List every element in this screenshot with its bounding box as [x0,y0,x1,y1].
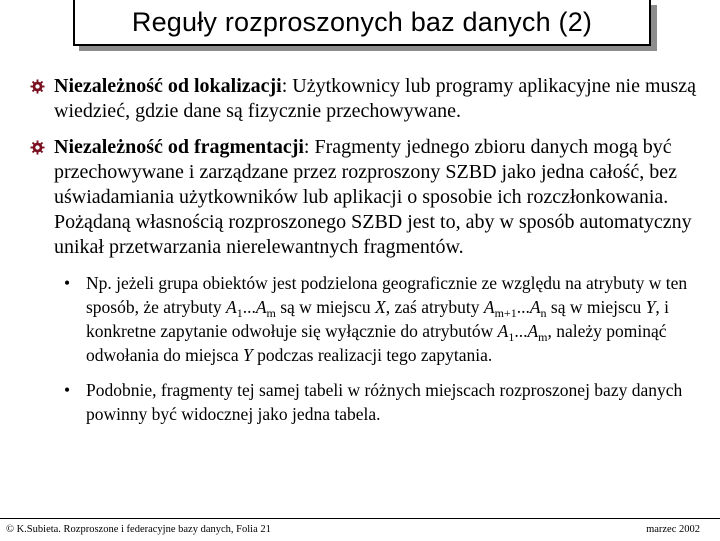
item-text: : Fragmenty jednego zbioru danych mogą być przechowywane i zarządzane przez rozproszony SZBD jako jedna całość, bez uświadamiania użytkowników lub aplikacji o sposobie ich rozczłonkowania. Pożądaną własnością rozproszonego SZBD jest to, aby w sposób automatyczny unikał przetwarzania nierelewantnych fragmentów. [54,136,692,258]
ellipsis: ... [516,297,530,317]
text: podczas realizacji tego zapytania. [252,345,493,365]
title-box [73,0,651,46]
subscript: 1 [236,306,243,320]
gear-icon [30,79,45,94]
place: Y [645,297,656,317]
subscript: n [540,306,547,320]
text: Np. jeżeli grupa obiektów jest podzielona geograficznie ze względu na atrybuty w ten sposób, że atrybuty [86,273,688,317]
subscript: m+1 [494,306,517,320]
attr: A [483,297,495,317]
list-item [30,135,705,260]
place: X [375,297,386,317]
text: , należy pominąć odwołania do miejsca [86,321,667,365]
text: , i konkretne zapytanie odwołuje się wyłącznie do atrybutów [86,297,670,341]
subscript: 1 [508,330,515,344]
text: są w miejscu [275,297,376,317]
attr: A [529,297,541,317]
place: Y [242,345,253,365]
page-title: Reguły rozproszonych baz danych (2) [131,6,593,37]
footer [0,518,720,541]
list-item [30,74,705,124]
ellipsis: ... [242,297,256,317]
attr: A [497,321,509,341]
term: Niezależność od lokalizacji [54,75,282,97]
sub-list-item [64,271,705,367]
footer-date: marzec 2002 [646,524,700,535]
slide-content [30,74,705,437]
sub-list-item [64,378,705,426]
footer-copyright: © K.Subieta. Rozproszone i federacyjne bazy danych, Folia 21 [6,524,271,535]
subscript: m [266,306,276,320]
subscript: m [538,330,548,344]
text: Podobnie, fragmenty tej samej tabeli w różnych miejscach rozproszonej bazy danych powinny być widocznej jako jedna tabela. [86,380,683,424]
term: Niezależność od fragmentacji [54,136,304,158]
text: , zaś atrybuty [385,297,484,317]
bullet-dot: • [64,380,71,400]
text: są w miejscu [546,297,646,317]
item-text: : Użytkownicy lub programy aplikacyjne nie muszą wiedzieć, gdzie dane są fizycznie przechowywane. [54,75,697,122]
gear-icon [30,140,45,155]
attr: A [255,297,267,317]
ellipsis: ... [514,321,528,341]
attr: A [225,297,237,317]
bullet-dot: • [64,273,71,293]
attr: A [527,321,539,341]
